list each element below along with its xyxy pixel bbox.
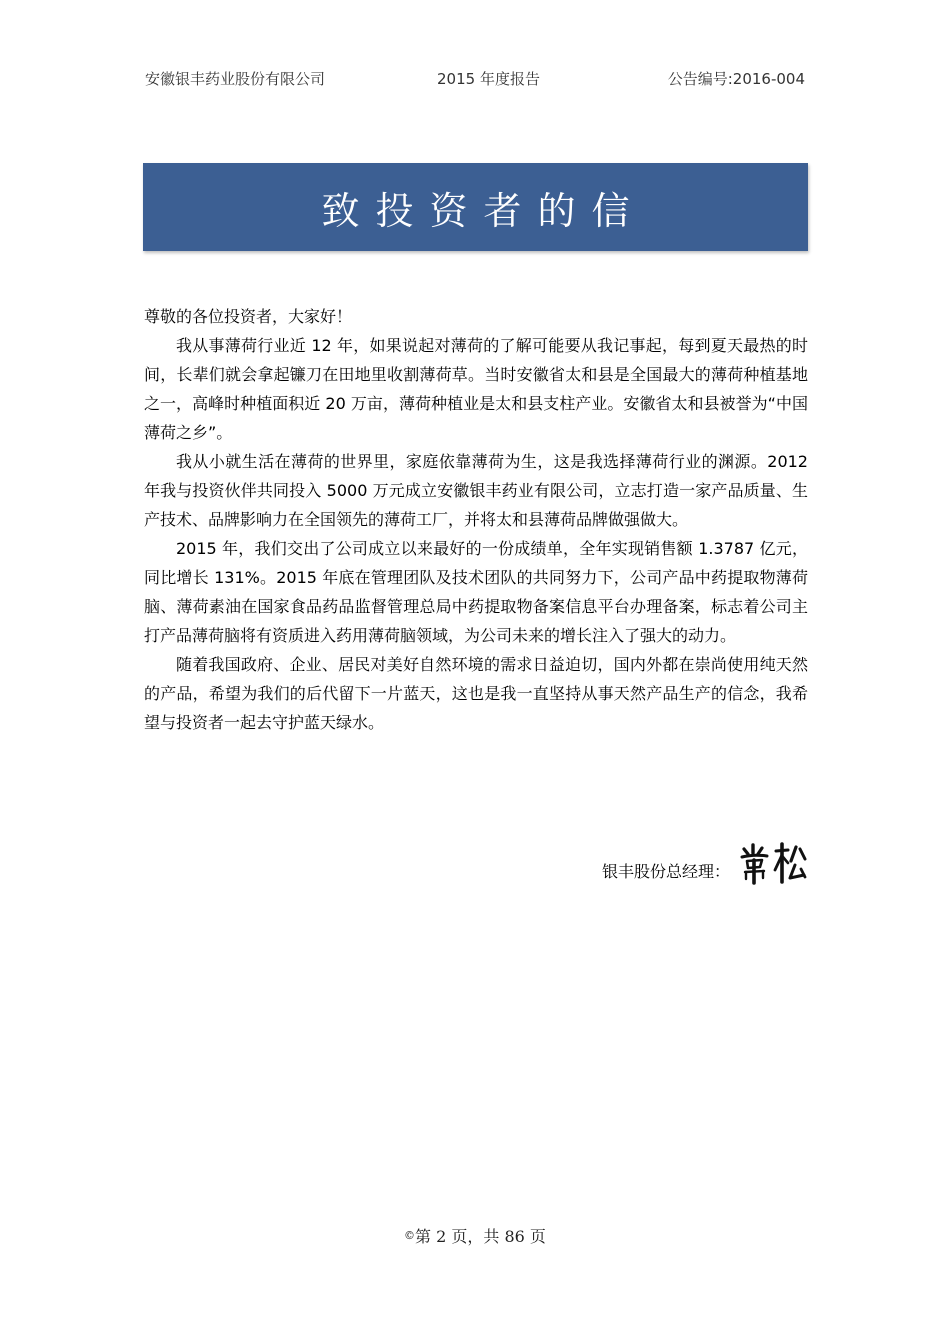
page-footer	[0, 1224, 950, 1247]
signature-label: 银丰股份总经理：	[601, 861, 730, 881]
header-notice-number: 公告编号:2016-004	[667, 70, 805, 88]
header-report-title: 2015 年度报告	[437, 70, 540, 88]
letter-body	[144, 302, 808, 737]
page-number: 第 2 页，共 86 页	[415, 1227, 546, 1246]
letter-paragraph: 2015 年，我们交出了公司成立以来最好的一份成绩单，全年实现销售额 1.3787 亿元，同比增长 131%。2015 年底在管理团队及技术团队的共同努力下，公司产品中药提取物薄荷脑、薄荷素油在国家食品药品监督管理总局中药提取物备案信息平台办理备案，标志着公司主打产品薄荷脑将有资质进入药用薄荷脑领域，为公司未来的增长注入了强大的动力。	[144, 539, 808, 645]
handwritten-signature	[738, 841, 808, 885]
copyright-symbol: ©	[404, 1229, 416, 1242]
signature-block	[602, 838, 808, 888]
letter-greeting: 尊敬的各位投资者，大家好！	[144, 307, 353, 326]
page-header	[145, 68, 805, 92]
letter-paragraph: 我从小就生活在薄荷的世界里，家庭依靠薄荷为生，这是我选择薄荷行业的渊源。2012 年我与投资伙伴共同投入 5000 万元成立安徽银丰药业有限公司，立志打造一家产品质量、生产技术、品牌影响力在全国领先的薄荷工厂，并将太和县薄荷品牌做强做大。	[144, 452, 808, 529]
title-banner	[143, 163, 808, 251]
header-company: 安徽银丰药业股份有限公司	[145, 70, 326, 88]
page-title: 致投资者的信	[321, 188, 646, 233]
letter-paragraph: 随着我国政府、企业、居民对美好自然环境的需求日益迫切，国内外都在崇尚使用纯天然的产品，希望为我们的后代留下一片蓝天，这也是我一直坚持从事天然产品生产的信念，我希望与投资者一起去守护蓝天绿水。	[144, 655, 808, 732]
letter-paragraph: 我从事薄荷行业近 12 年，如果说起对薄荷的了解可能要从我记事起，每到夏天最热的时间，长辈们就会拿起镰刀在田地里收割薄荷草。当时安徽省太和县是全国最大的薄荷种植基地之一，高峰时种植面积近 20 万亩，薄荷种植业是太和县支柱产业。安徽省太和县被誉为“中国薄荷之乡”。	[144, 336, 808, 442]
